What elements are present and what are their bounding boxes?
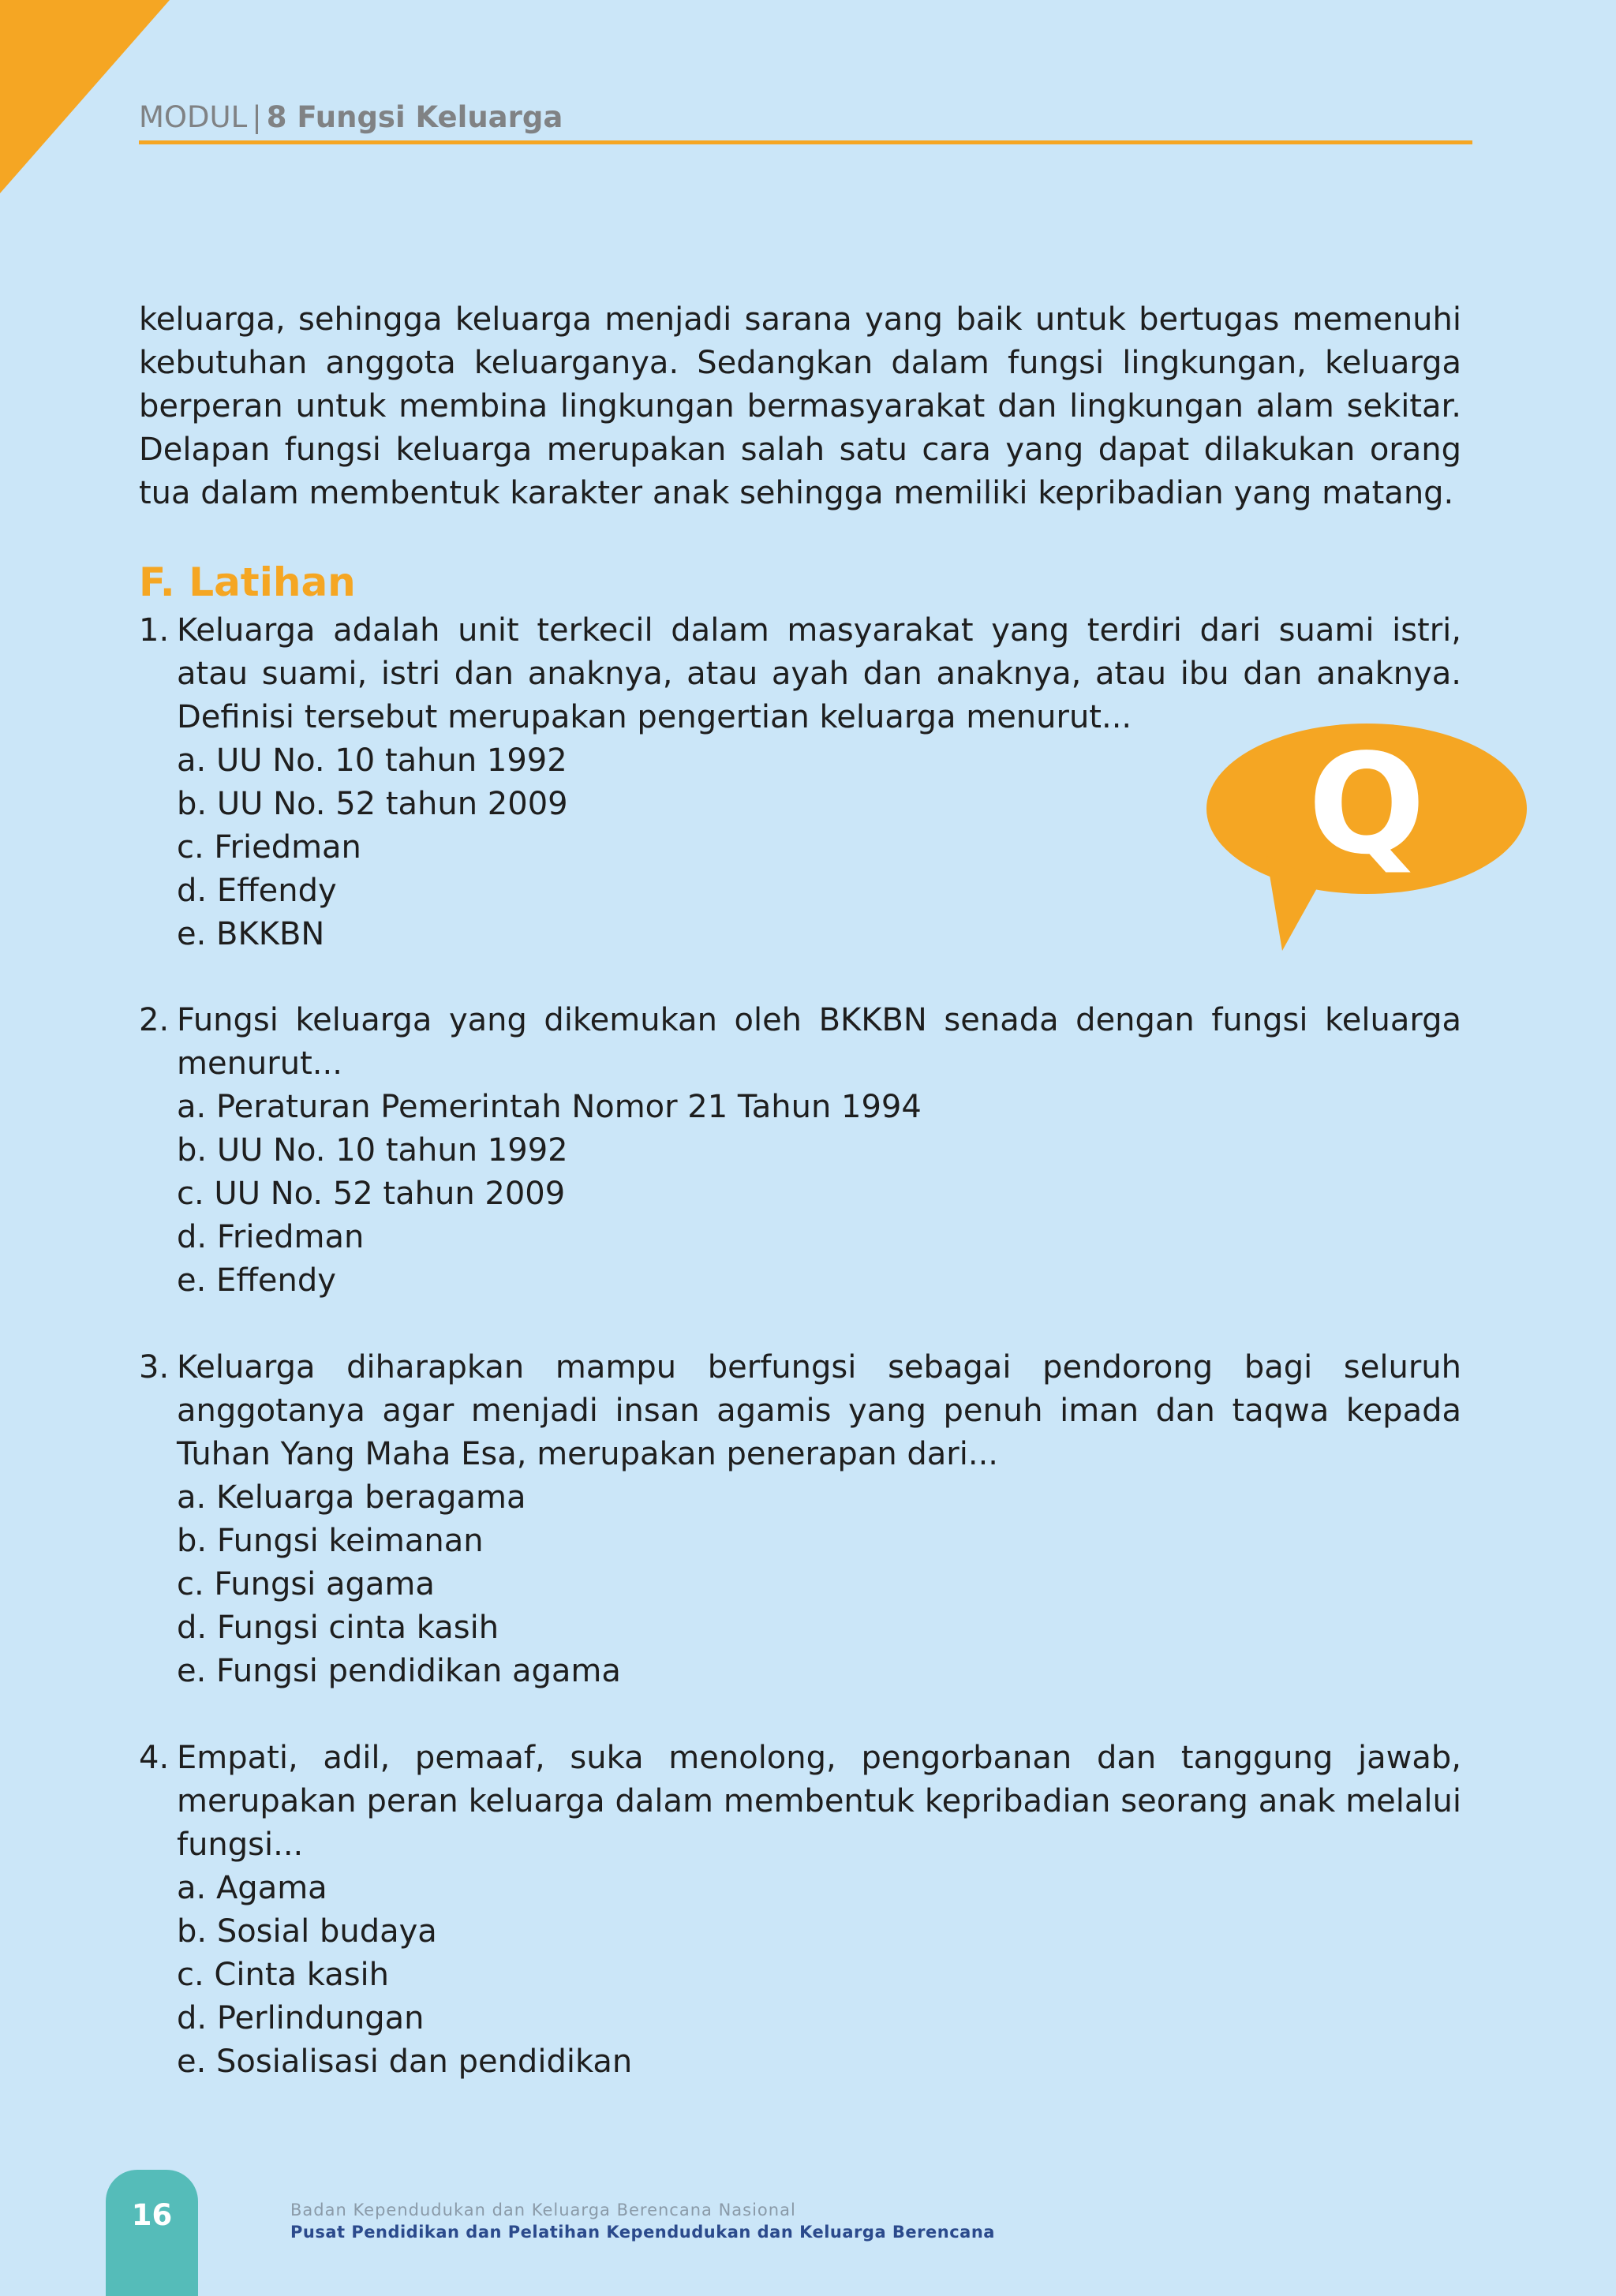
intro-paragraph: keluarga, sehingga keluarga menjadi sarana yang baik untuk bertugas memenuhi kebutuhan anggota keluarganya. Sedangkan dalam fungsi lingkungan, keluarga berperan untuk membina lingkungan bermasyarakat dan lingkungan alam sekitar. Delapan fungsi keluarga merupakan salah satu cara yang dapat dilakukan orang tua dalam membentuk karakter anak sehingga memiliki kepribadian yang matang.	[139, 301, 1461, 511]
question-4	[139, 1737, 1461, 2084]
option-b: b. UU No. 52 tahun 2009	[177, 786, 568, 822]
option-e: e. Effendy	[177, 1262, 336, 1299]
header-label: MODUL	[139, 100, 248, 134]
page-number: 16	[131, 2198, 173, 2232]
header-title: 8 Fungsi Keluarga	[266, 100, 563, 134]
section-title: F. Latihan	[139, 559, 356, 605]
question-3	[139, 1346, 1461, 1693]
option-c: c. Cinta kasih	[177, 1957, 390, 1993]
header-separator: |	[252, 100, 262, 134]
option-a: a. Keluarga beragama	[177, 1479, 526, 1516]
option-b: b. UU No. 10 tahun 1992	[177, 1132, 568, 1169]
question-number: 4.	[139, 1740, 170, 1776]
question-text: Empati, adil, pemaaf, suka menolong, pengorbanan dan tanggung jawab, merupakan peran keluarga dalam membentuk kepribadian seorang anak melalui fungsi...	[177, 1740, 1461, 1863]
footer-organization: Badan Kependudukan dan Keluarga Berencana Nasional	[290, 2201, 796, 2219]
question-number: 1.	[139, 612, 170, 649]
page-number-tab	[106, 2170, 198, 2296]
option-a: a. Peraturan Pemerintah Nomor 21 Tahun 1994	[177, 1089, 922, 1125]
option-d: d. Fungsi cinta kasih	[177, 1610, 499, 1646]
q-letter: Q	[1307, 725, 1426, 885]
question-text: Fungsi keluarga yang dikemukan oleh BKKBN senada dengan fungsi keluarga menurut...	[177, 1002, 1461, 1082]
option-c: c. Friedman	[177, 829, 361, 866]
corner-triangle-decoration	[0, 0, 170, 193]
header-rule	[139, 140, 1472, 144]
option-b: b. Sosial budaya	[177, 1913, 437, 1950]
option-e: e. Fungsi pendidikan agama	[177, 1653, 621, 1689]
question-number: 3.	[139, 1349, 170, 1385]
page-header	[139, 98, 1472, 137]
option-d: d. Perlindungan	[177, 2000, 425, 2036]
question-number: 2.	[139, 1002, 170, 1038]
option-c: c. Fungsi agama	[177, 1566, 435, 1602]
option-e: e. Sosialisasi dan pendidikan	[177, 2044, 633, 2080]
speech-bubble-q-icon	[1203, 722, 1531, 951]
option-e: e. BKKBN	[177, 916, 325, 952]
footer-subtitle: Pusat Pendidikan dan Pelatihan Kependudukan dan Keluarga Berencana	[290, 2223, 995, 2242]
option-a: a. Agama	[177, 1870, 327, 1906]
option-a: a. UU No. 10 tahun 1992	[177, 742, 567, 779]
option-b: b. Fungsi keimanan	[177, 1523, 484, 1559]
question-2	[139, 999, 1461, 1303]
question-text: Keluarga adalah unit terkecil dalam masyarakat yang terdiri dari suami istri, atau suami, istri dan anaknya, atau ayah dan anaknya, atau ibu dan anaknya. Definisi tersebut merupakan pengertian keluarga menurut...	[177, 612, 1461, 735]
question-text: Keluarga diharapkan mampu berfungsi sebagai pendorong bagi seluruh anggotanya agar menjadi insan agamis yang penuh iman dan taqwa kepada Tuhan Yang Maha Esa, merupakan penerapan dari...	[177, 1349, 1461, 1472]
option-d: d. Friedman	[177, 1219, 365, 1255]
option-d: d. Effendy	[177, 873, 337, 909]
option-c: c. UU No. 52 tahun 2009	[177, 1176, 566, 1212]
